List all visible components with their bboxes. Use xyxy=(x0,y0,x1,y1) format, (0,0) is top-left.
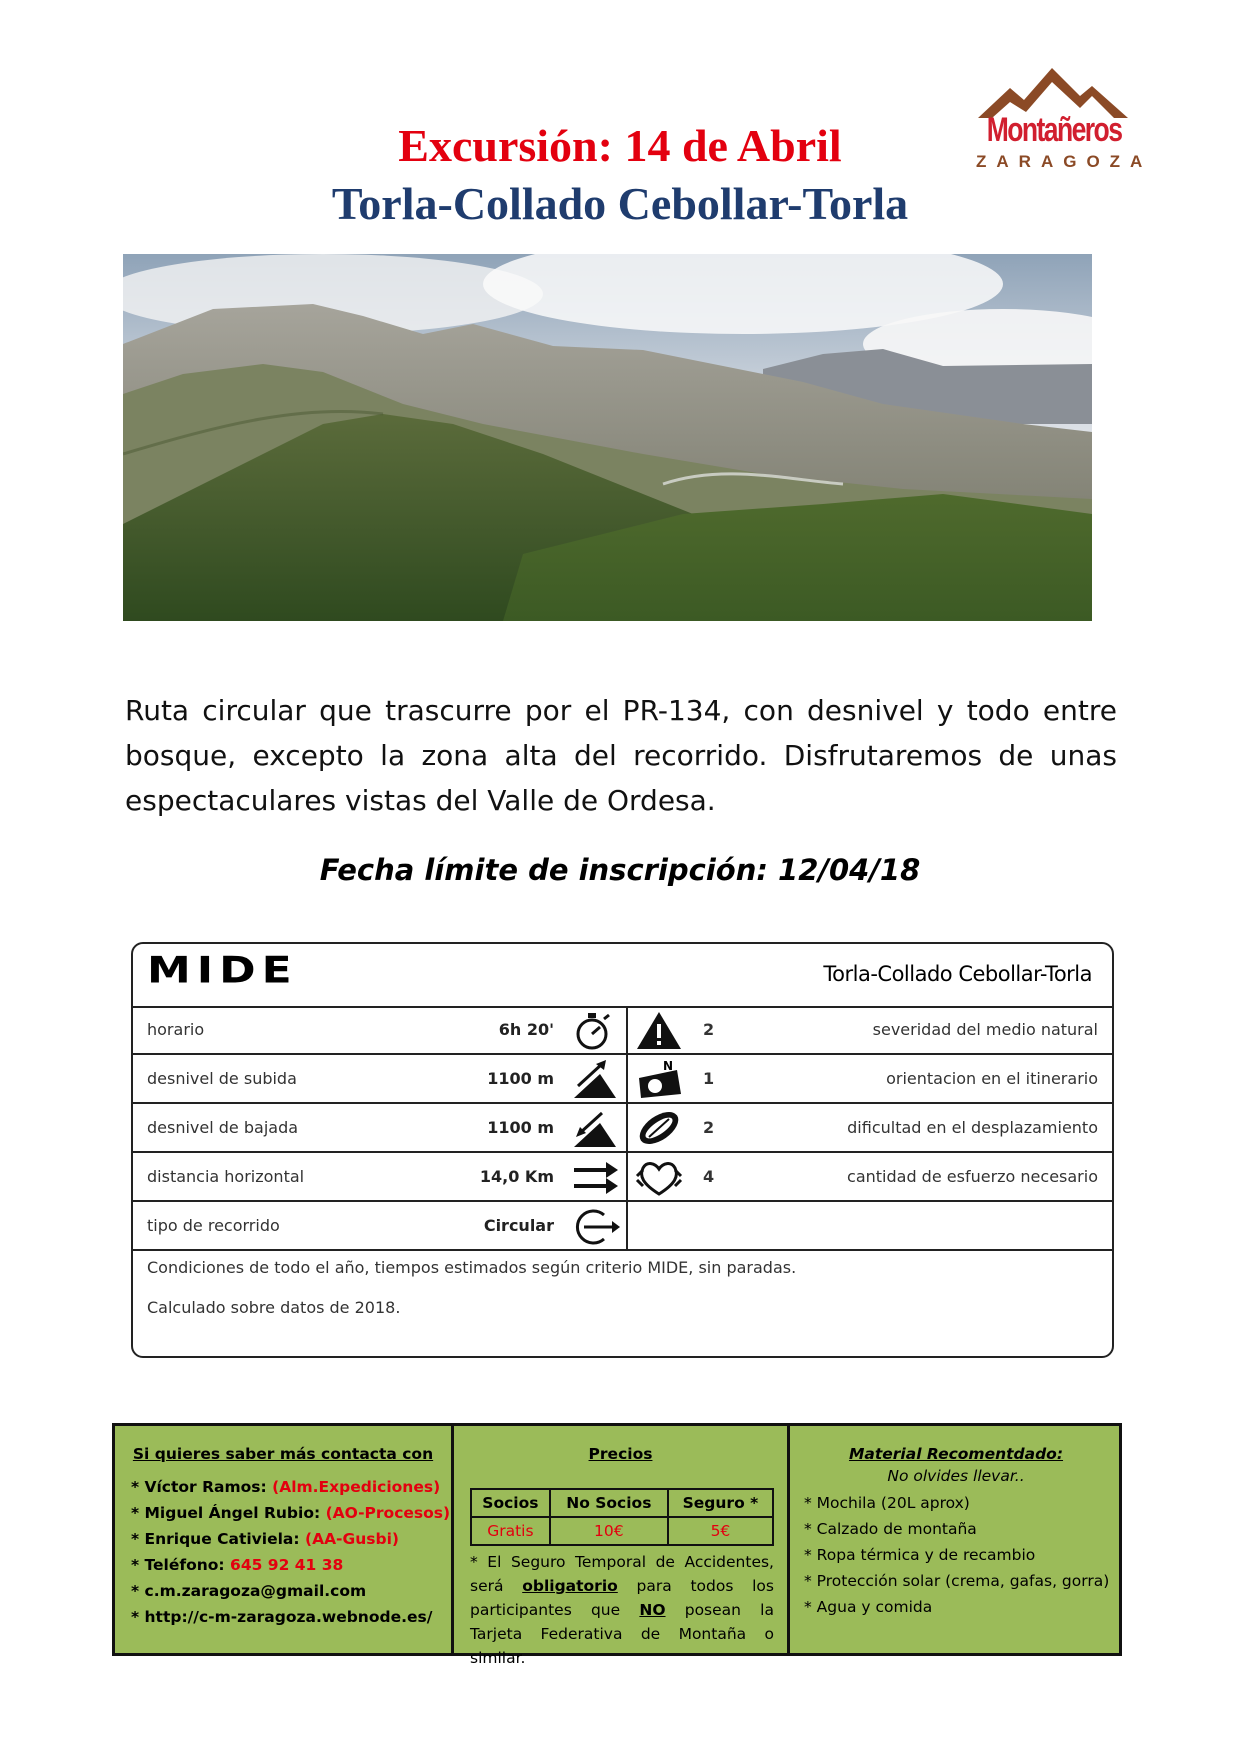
contact-person xyxy=(131,1526,450,1552)
mide-value: 1100 m xyxy=(487,1118,554,1137)
ascent-icon xyxy=(570,1058,622,1100)
note-emphasis: obligatorio xyxy=(522,1577,618,1595)
contact-person xyxy=(131,1500,450,1526)
stopwatch-icon xyxy=(570,1009,622,1051)
contact-role: (AO-Procesos) xyxy=(325,1504,451,1522)
info-footer xyxy=(112,1423,1122,1667)
mide-criterion: orientacion en el itinerario xyxy=(886,1069,1098,1088)
material-heading: Material Recomentdado: xyxy=(848,1445,1064,1463)
route-description: Ruta circular que trascurre por el PR-134, con desnivel y todo entre bosque, excepto la zona alta del recorrido. Disfrutaremos de unas espectaculares vistas del Valle de Ordesa. xyxy=(125,694,1117,817)
heart-effort-icon xyxy=(633,1156,685,1198)
contact-list xyxy=(131,1474,450,1630)
route-title: Torla-Collado Cebollar-Torla xyxy=(331,178,909,229)
descent-icon xyxy=(570,1107,622,1149)
mide-note-calculated: Calculado sobre datos de 2018. xyxy=(147,1298,401,1317)
material-item: * Calzado de montaña xyxy=(804,1520,977,1538)
phone-number[interactable]: 645 92 41 38 xyxy=(230,1556,344,1574)
contact-name: * Miguel Ángel Rubio: xyxy=(131,1504,321,1522)
mide-value: 6h 20' xyxy=(498,1020,554,1039)
mide-criterion: dificultad en el desplazamiento xyxy=(847,1118,1098,1137)
phone-label: * Teléfono: xyxy=(131,1556,225,1574)
note-text: posean la Tarjeta Federativa de Montaña o similar. xyxy=(470,1601,774,1667)
price-value: 10€ xyxy=(550,1517,668,1545)
orientation-icon xyxy=(633,1058,685,1100)
mide-route-name: Torla-Collado Cebollar-Torla xyxy=(823,962,1092,986)
mide-label: distancia horizontal xyxy=(147,1167,305,1186)
mide-header xyxy=(133,944,1112,1008)
excursion-date-title: Excursión: 14 de Abril xyxy=(398,120,842,171)
contact-name: * Enrique Cativiela: xyxy=(131,1530,300,1548)
note-text: para todos los participantes que xyxy=(470,1577,774,1619)
circular-route-icon xyxy=(570,1205,622,1247)
warning-triangle-icon xyxy=(633,1009,685,1051)
mide-score: 1 xyxy=(703,1069,715,1088)
material-item: * Protección solar (crema, gafas, gorra) xyxy=(804,1572,1110,1590)
mide-value: Circular xyxy=(483,1216,554,1235)
mide-criterion: severidad del medio natural xyxy=(872,1020,1098,1039)
material-item: * Ropa térmica y de recambio xyxy=(804,1546,1036,1564)
material-list xyxy=(804,1490,1109,1620)
mide-criterion: cantidad de esfuerzo necesario xyxy=(847,1167,1098,1186)
club-logo xyxy=(968,62,1153,174)
mide-cell-left xyxy=(133,1202,628,1249)
prices-heading: Precios xyxy=(588,1445,653,1463)
insurance-note xyxy=(470,1550,774,1670)
logo-brand-text: Montañeros xyxy=(986,111,1122,149)
prices-table xyxy=(470,1488,774,1546)
mide-label: horario xyxy=(147,1020,205,1039)
mide-row xyxy=(133,1006,1112,1055)
mide-row xyxy=(133,1153,1112,1202)
price-value: Gratis xyxy=(471,1517,550,1545)
distance-arrows-icon xyxy=(570,1156,622,1198)
boot-print-icon xyxy=(633,1107,685,1149)
price-col-header: Seguro * xyxy=(668,1489,773,1517)
price-col-header: Socios xyxy=(471,1489,550,1517)
mide-cell-left xyxy=(133,1055,628,1102)
note-text: * El Seguro Temporal de Accidentes, será xyxy=(470,1553,774,1595)
mide-score: 2 xyxy=(703,1020,715,1039)
mide-note-conditions: Condiciones de todo el año, tiempos estimados según criterio MIDE, sin paradas. xyxy=(147,1258,797,1277)
material-subheading: No olvides llevar.. xyxy=(887,1467,1025,1485)
mide-score: 4 xyxy=(703,1167,715,1186)
landscape-photo xyxy=(123,254,1092,621)
material-item: * Mochila (20L aprox) xyxy=(804,1494,970,1512)
prices-value-row xyxy=(471,1517,773,1545)
mide-value: 1100 m xyxy=(487,1069,554,1088)
note-emphasis: NO xyxy=(639,1601,666,1619)
mide-cell-left xyxy=(133,1153,628,1200)
contact-column xyxy=(115,1426,451,1653)
svg-text:N: N xyxy=(663,1059,674,1073)
mide-cell-left xyxy=(133,1104,628,1151)
mide-logo: MIDE xyxy=(147,949,298,992)
prices-header-row xyxy=(471,1489,773,1517)
logo-city-text: ZARAGOZA xyxy=(976,152,1153,171)
material-item: * Agua y comida xyxy=(804,1598,933,1616)
price-value: 5€ xyxy=(668,1517,773,1545)
mide-cell-left xyxy=(133,1006,628,1053)
registration-deadline: Fecha límite de inscripción: 12/04/18 xyxy=(319,853,921,887)
contact-role: (AA-Gusbi) xyxy=(304,1530,399,1548)
prices-column xyxy=(454,1426,787,1667)
contact-role: (Alm.Expediciones) xyxy=(272,1478,441,1496)
mide-notes xyxy=(147,1248,796,1328)
mide-score: 2 xyxy=(703,1118,715,1137)
contact-phone-line xyxy=(131,1552,450,1578)
mide-label: desnivel de bajada xyxy=(147,1118,299,1137)
contact-person xyxy=(131,1474,450,1500)
mide-row xyxy=(133,1104,1112,1153)
price-col-header: No Socios xyxy=(550,1489,668,1517)
contact-email[interactable]: * c.m.zaragoza@gmail.com xyxy=(131,1582,367,1600)
mide-row xyxy=(133,1055,1112,1104)
mide-label: desnivel de subida xyxy=(147,1069,297,1088)
mide-value: 14,0 Km xyxy=(479,1167,554,1186)
contact-heading: Si quieres saber más contacta con xyxy=(132,1445,434,1463)
mide-row xyxy=(133,1202,1112,1251)
material-column xyxy=(790,1426,1122,1653)
contact-website[interactable]: * http://c-m-zaragoza.webnode.es/ xyxy=(131,1608,433,1626)
mide-panel xyxy=(131,942,1114,1358)
contact-name: * Víctor Ramos: xyxy=(131,1478,267,1496)
mide-label: tipo de recorrido xyxy=(147,1216,280,1235)
